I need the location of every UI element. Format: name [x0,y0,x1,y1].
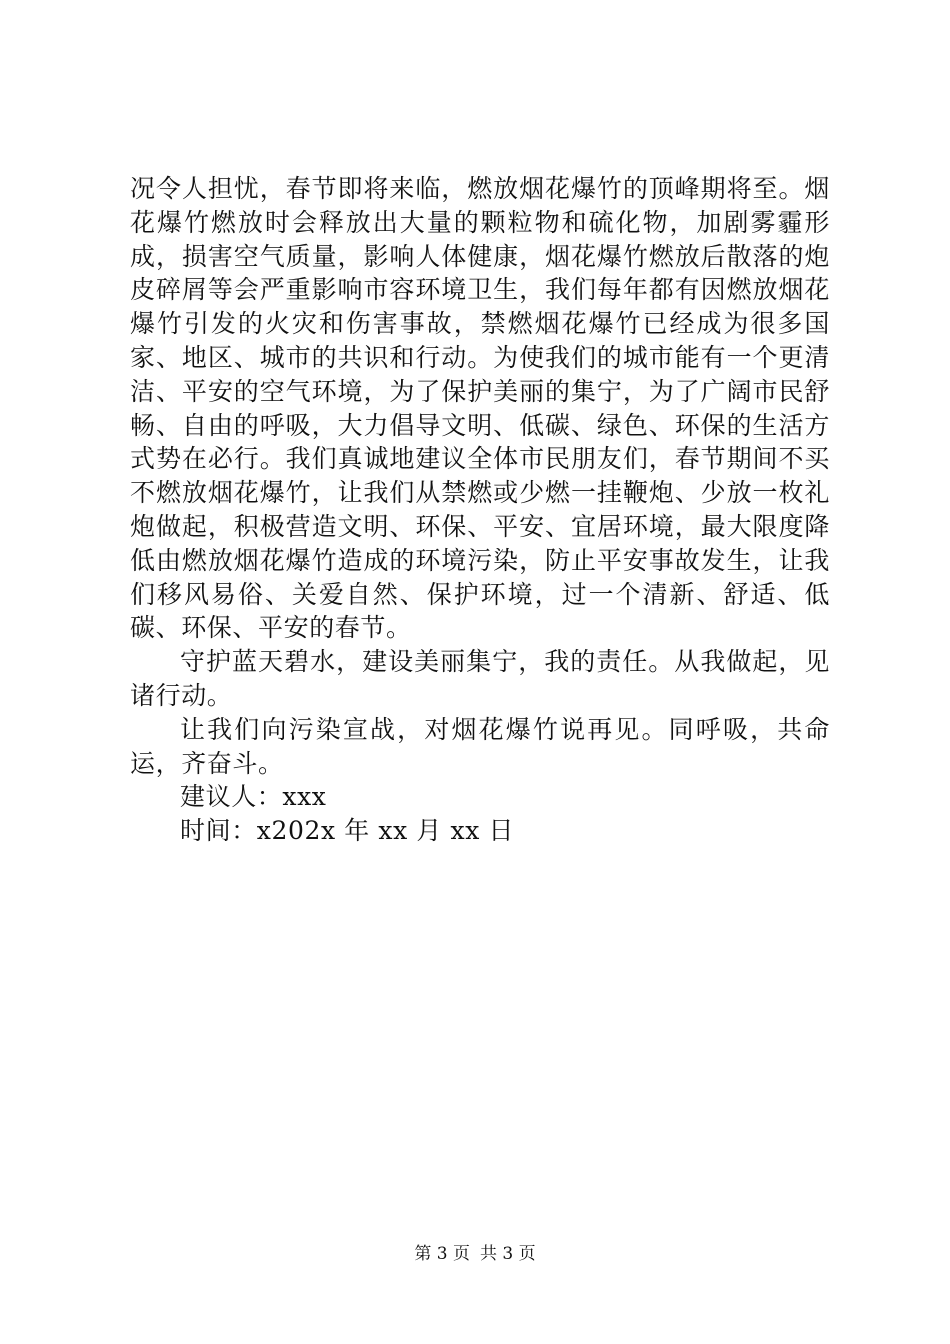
page-number: 第 3 页 [414,1244,470,1264]
page-footer [0,1244,950,1264]
body-paragraph-responsibility: 守护蓝天碧水，建设美丽集宁，我的责任。从我做起，见诸行动。 [130,647,830,710]
body-paragraph-call-to-action: 让我们向污染宣战，对烟花爆竹说再见。同呼吸，共命运，齐奋斗。 [130,714,830,778]
document-body [130,172,830,848]
proposer-line: 建议人：xxx [180,782,327,812]
page-total: 共 3 页 [480,1244,536,1264]
date-line: 时间：x202x 年 xx 月 xx 日 [180,816,515,846]
body-paragraph-continued: 况令人担忧，春节即将来临，燃放烟花爆竹的顶峰期将至。烟花爆竹燃放时会释放出大量的颗粒物和硫化物，加剧雾霾形成，损害空气质量，影响人体健康，烟花爆竹燃放后散落的炮皮碎屑等会严重影响市容环境卫生，我们每年都有因燃放烟花爆竹引发的火灾和伤害事故，禁燃烟花爆竹已经成为很多国家、地区、城市的共识和行动。为使我们的城市能有一个更清洁、平安的空气环境，为了保护美丽的集宁，为了广阔市民舒畅、自由的呼吸，大力倡导文明、低碳、绿色、环保的生活方式势在必行。我们真诚地建议全体市民朋友们，春节期间不买不燃放烟花爆竹，让我们从禁燃或少燃一挂鞭炮、少放一枚礼炮做起，积极营造文明、环保、平安、宜居环境，最大限度降低由燃放烟花爆竹造成的环境污染，防止平安事故发生，让我们移风易俗、关爱自然、保护环境，过一个清新、舒适、低碳、环保、平安的春节。 [130,174,830,643]
